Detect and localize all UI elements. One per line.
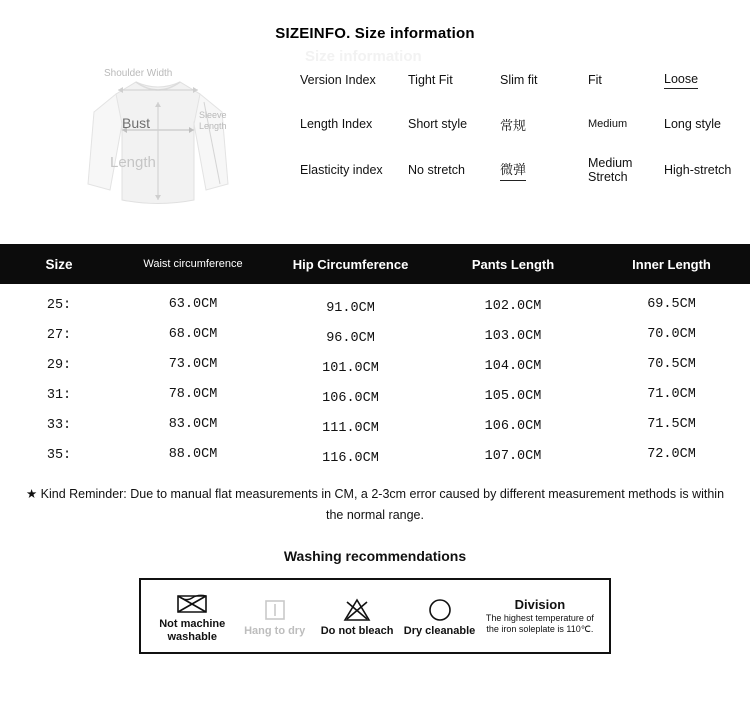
- cell-pants: 103.0CM: [484, 328, 542, 344]
- wash-item-hang-to-dry: [233, 595, 315, 638]
- kind-reminder: ★ Kind Reminder: Due to manual flat measurements in CM, a 2-3cm error caused by different measurement methods is within the normal range.: [25, 487, 725, 522]
- header-waist: Waist circumference: [143, 258, 243, 270]
- length-label: Length: [110, 154, 156, 171]
- measurement-table-header: [0, 244, 750, 284]
- garment-diagram: [58, 68, 258, 222]
- table-row: [0, 350, 750, 380]
- cell-size: 27:: [46, 327, 72, 343]
- wash-item-dry-cleanable: [398, 595, 480, 638]
- cell-waist: 68.0CM: [168, 326, 218, 342]
- header-inner: Inner Length: [632, 256, 711, 272]
- top-section: [0, 48, 750, 238]
- length-long-style: Long style: [664, 117, 721, 131]
- dry-clean-icon: [398, 595, 480, 625]
- version-tight-fit: Tight Fit: [408, 73, 453, 87]
- cell-size: 29:: [46, 357, 72, 373]
- bust-label: Bust: [122, 115, 151, 131]
- cell-size: 33:: [46, 417, 72, 433]
- table-row: [0, 380, 750, 410]
- measurement-table-body: [0, 284, 750, 470]
- garment-illustration-svg: [58, 72, 258, 222]
- cell-hip: 96.0CM: [326, 330, 375, 346]
- division-text: The highest temperature of the iron soleplate is 110℃.: [485, 612, 594, 634]
- elasticity-slight-text: 微弹: [500, 159, 526, 181]
- length-medium: Medium: [588, 118, 628, 130]
- cell-pants: 102.0CM: [484, 298, 542, 314]
- washing-instructions-box: [139, 578, 611, 654]
- version-loose: [664, 72, 740, 89]
- cell-pants: 106.0CM: [484, 418, 542, 434]
- wash-item-label: Dry cleanable: [403, 624, 476, 637]
- index-row-length: [300, 102, 740, 146]
- version-slim-fit: Slim fit: [500, 73, 538, 87]
- index-row-label: Length Index: [300, 116, 373, 131]
- cell-inner: 72.0CM: [647, 446, 696, 462]
- wash-item-label: Not machine washable: [159, 618, 226, 643]
- cell-waist: 63.0CM: [168, 296, 218, 312]
- index-row-version: [300, 58, 740, 102]
- header-hip: Hip Circumference: [292, 256, 409, 272]
- cell-inner: 70.0CM: [647, 326, 696, 342]
- index-ghost-title: Size information: [305, 48, 422, 65]
- cell-pants: 104.0CM: [484, 358, 542, 374]
- header-size: Size: [45, 256, 73, 272]
- cell-hip: 101.0CM: [322, 360, 379, 376]
- version-loose-text: Loose: [664, 72, 698, 89]
- cell-hip: 111.0CM: [322, 420, 379, 436]
- length-regular-cn: 常规: [500, 117, 527, 133]
- elasticity-high-stretch: High-stretch: [664, 163, 732, 177]
- index-table: [300, 58, 740, 194]
- cell-waist: 88.0CM: [168, 446, 218, 462]
- cell-inner: 69.5CM: [647, 296, 696, 312]
- cell-inner: 70.5CM: [647, 356, 696, 372]
- cell-hip: 106.0CM: [322, 390, 379, 406]
- elasticity-slight-cn: [500, 159, 588, 181]
- cell-inner: 71.0CM: [647, 386, 696, 402]
- wash-item-not-machine-washable: [151, 588, 233, 644]
- cell-size: 35:: [46, 447, 72, 463]
- cell-pants: 105.0CM: [484, 388, 542, 404]
- hang-to-dry-icon: [233, 595, 315, 625]
- division-title: Division: [514, 596, 566, 612]
- cell-waist: 73.0CM: [168, 356, 218, 372]
- elasticity-medium-stretch: Medium Stretch: [588, 156, 633, 184]
- wash-item-label: Do not bleach: [320, 624, 394, 637]
- cell-pants: 107.0CM: [484, 448, 542, 464]
- cell-hip: 91.0CM: [326, 300, 375, 316]
- header-pants: Pants Length: [471, 256, 555, 272]
- index-row-label: Elasticity index: [300, 162, 383, 177]
- wash-item-division: [481, 598, 599, 635]
- do-not-bleach-icon: [316, 595, 398, 625]
- washing-heading: Washing recommendations: [283, 548, 467, 564]
- no-machine-wash-icon: [151, 588, 233, 618]
- cell-waist: 83.0CM: [168, 416, 218, 432]
- table-row: [0, 290, 750, 320]
- table-row: [0, 410, 750, 440]
- cell-size: 25:: [46, 297, 72, 313]
- table-row: [0, 320, 750, 350]
- version-fit: Fit: [588, 73, 602, 87]
- measurement-table: [0, 244, 750, 470]
- cell-size: 31:: [46, 387, 72, 403]
- cell-inner: 71.5CM: [647, 416, 696, 432]
- page-title: SIZEINFO. Size information: [275, 25, 475, 42]
- index-row-elasticity: [300, 146, 740, 194]
- cell-hip: 116.0CM: [322, 450, 379, 466]
- wash-item-label: Hang to dry: [244, 624, 306, 637]
- elasticity-no-stretch: No stretch: [408, 163, 465, 177]
- shoulder-width-label: Shoulder Width: [104, 68, 173, 79]
- cell-waist: 78.0CM: [168, 386, 218, 402]
- sleeve-length-label: Sleeve Length: [199, 110, 227, 131]
- table-row: [0, 440, 750, 470]
- length-short-style: Short style: [408, 117, 468, 131]
- wash-item-do-not-bleach: [316, 595, 398, 638]
- index-row-label: Version Index: [300, 72, 376, 87]
